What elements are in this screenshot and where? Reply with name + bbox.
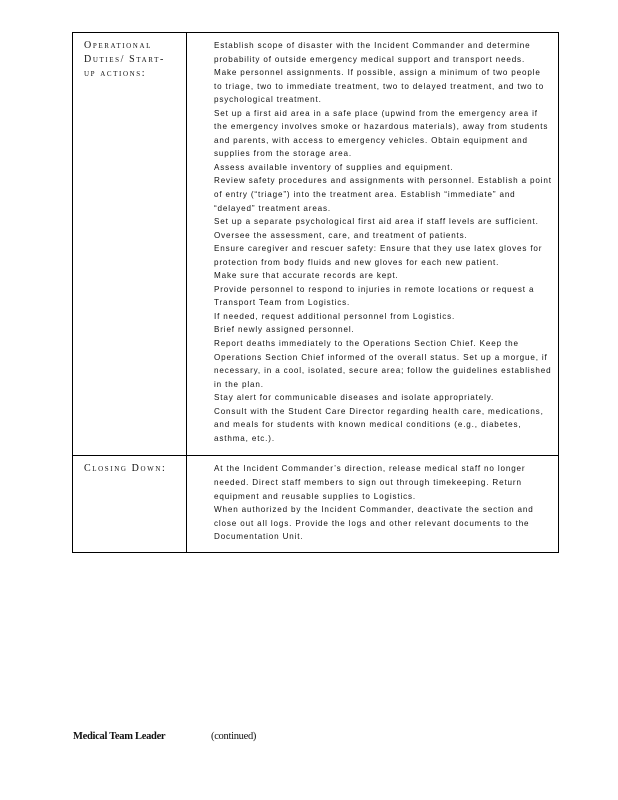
operational-duties-row — [73, 33, 559, 456]
footer-continued: (continued) — [211, 731, 257, 742]
closing-down-row — [73, 456, 559, 552]
closing-down-label-cell — [73, 456, 187, 552]
duty-item: Brief newly assigned personnel. — [214, 325, 355, 335]
duty-item: Consult with the Student Care Director regarding health care, medications, and meals for students with known medical conditions (e.g., diabetes, asthma, etc.). — [214, 406, 544, 443]
duty-item: If needed, request additional personnel from Logistics. — [214, 311, 456, 321]
duty-item: Oversee the assessment, care, and treatment of patients. — [214, 230, 468, 240]
closing-down-text-cell — [187, 456, 559, 552]
duty-item: Set up a separate psychological first aid area if staff levels are sufficient. — [214, 217, 539, 227]
closing-item: At the Incident Commander’s direction, release medical staff no longer needed. Direct staff members to sign out through timekeeping. Return equipment and reusable supplies to Logistics. — [214, 464, 526, 501]
duty-item: Stay alert for communicable diseases and isolate appropriately. — [214, 393, 495, 403]
duty-table — [72, 32, 559, 553]
duty-item: Provide personnel to respond to injuries in remote locations or request a Transport Team from Logistics. — [214, 284, 535, 308]
duty-item: Make sure that accurate records are kept. — [214, 271, 399, 281]
duty-item: Report deaths immediately to the Operations Section Chief. Keep the Operations Section Chief informed of the overall status. Set up a morgue, if necessary, in a cool, isolated, secure area; follow the guidelines established in the plan. — [214, 339, 552, 389]
operational-duties-list — [187, 33, 558, 455]
duty-item: Review safety procedures and assignments with personnel. Establish a point of entry (“triage”) into the treatment area. Establish “immediate” and “delayed” treatment areas. — [214, 176, 552, 213]
footer-title: Medical Team Leader — [73, 731, 166, 742]
operational-duties-label-cell — [73, 33, 187, 456]
duty-item: Assess available inventory of supplies and equipment. — [214, 162, 454, 172]
duty-item: Set up a first aid area in a safe place (upwind from the emergency area if the emergency involves smoke or hazardous materials), away from students and parents, with access to emergency vehicles. Obtain equipment and supplies from the storage area. — [214, 108, 549, 159]
duty-item: Establish scope of disaster with the Incident Commander and determine probability of outside emergency medical support and transport needs. — [214, 41, 531, 64]
duty-item: Ensure caregiver and rescuer safety: Ensure that they use latex gloves for protection from body fluids and new gloves for each new patient. — [214, 244, 543, 267]
closing-down-list — [187, 456, 558, 551]
duty-item: Make personnel assignments. If possible, assign a minimum of two people to triage, two to immediate treatment, two to delayed treatment, and two to psychological treatment. — [214, 68, 545, 105]
operational-duties-text-cell — [187, 33, 559, 456]
closing-item: When authorized by the Incident Commander, deactivate the section and close out all logs. Provide the logs and other relevant documents to the Documentation Unit. — [214, 505, 534, 542]
closing-down-label: Closing Down: — [84, 463, 167, 475]
operational-duties-label: Operational Duties/ Start- up actions: — [84, 40, 165, 79]
